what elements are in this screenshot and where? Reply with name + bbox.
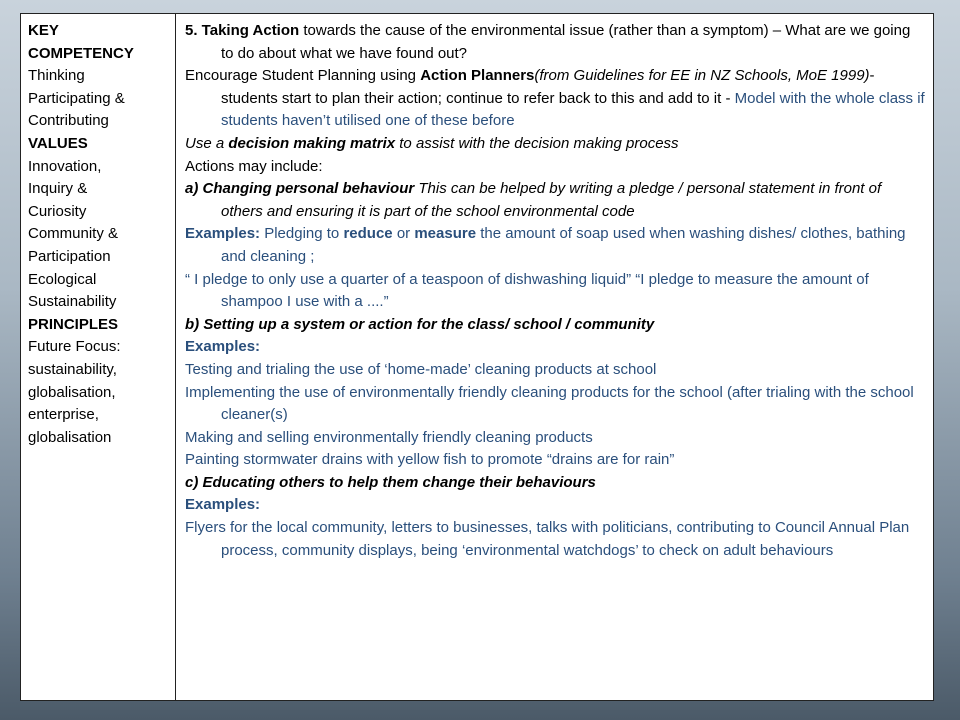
pledge-example: “ I pledge to only use a quarter of a teaspoon of dishwashing liquid” “I pledge to measure the amount of shampoo I use with a ....” <box>185 270 869 311</box>
left-line: Participation <box>28 247 111 265</box>
section-b-heading: b) Setting up a system or action for the class/ school / community <box>185 315 655 333</box>
principles-heading: PRINCIPLES <box>28 315 119 333</box>
actions-intro: Actions may include: <box>185 157 323 175</box>
example-item: Painting stormwater drains with yellow fish to promote “drains are for rain” <box>185 451 675 469</box>
right-column <box>176 14 933 700</box>
left-line: Future Focus: <box>28 338 121 356</box>
left-line: Sustainability <box>28 293 117 311</box>
left-line: sustainability, <box>28 360 117 378</box>
left-line: globalisation, <box>28 383 116 401</box>
example-item: Implementing the use of environmentally friendly cleaning products for the school (after trialing with the school cleaner(s) <box>185 383 914 424</box>
left-line: Participating & <box>28 89 125 107</box>
section-a-heading: a) Changing personal behaviour This can be helped by writing a pledge / personal statement in front of others and ensuring it is part of the school environmental code <box>185 180 882 220</box>
values-heading: VALUES <box>28 134 88 152</box>
section-a-examples: Examples: Pledging to reduce or measure the amount of soap used when washing dishes/ clothes, bathing and cleaning ; <box>185 225 906 265</box>
left-line: globalisation <box>28 428 112 446</box>
section-c-heading: c) Educating others to help them change their behaviours <box>185 473 596 491</box>
left-column <box>21 14 176 700</box>
left-line: Community & <box>28 225 119 243</box>
decision-matrix-paragraph: Use a decision making matrix to assist with the decision making process <box>185 134 679 152</box>
left-line: Curiosity <box>28 202 87 220</box>
left-line: Ecological <box>28 270 97 288</box>
step-five-paragraph: 5. Taking Action towards the cause of the environmental issue (rather than a symptom) – What are we going to do about what we have found out? <box>185 22 911 62</box>
left-line: Inquiry & <box>28 180 88 198</box>
key-competency-heading: KEY COMPETENCY <box>28 22 134 62</box>
action-planners-paragraph: Encourage Student Planning using Action Planners(from Guidelines for EE in NZ Schools, MoE 1999)- students start to plan their action; continue to refer back to this and add to it - Model with the whole class if students haven’t utilised one of these before <box>185 67 925 130</box>
left-line: Contributing <box>28 112 109 130</box>
example-item: Making and selling environmentally friendly cleaning products <box>185 428 593 446</box>
section-c-examples-label: Examples: <box>185 496 261 514</box>
left-line: Thinking <box>28 67 85 85</box>
content-table <box>20 13 934 701</box>
left-line: enterprise, <box>28 406 99 424</box>
section-b-examples-label: Examples: <box>185 338 261 356</box>
left-line: Innovation, <box>28 157 102 175</box>
example-item: Testing and trialing the use of ‘home-made’ cleaning products at school <box>185 360 657 378</box>
example-item: Flyers for the local community, letters to businesses, talks with politicians, contributing to Council Annual Plan process, community displays, being ‘environmental watchdogs’ to check on adult behaviours <box>185 519 910 559</box>
